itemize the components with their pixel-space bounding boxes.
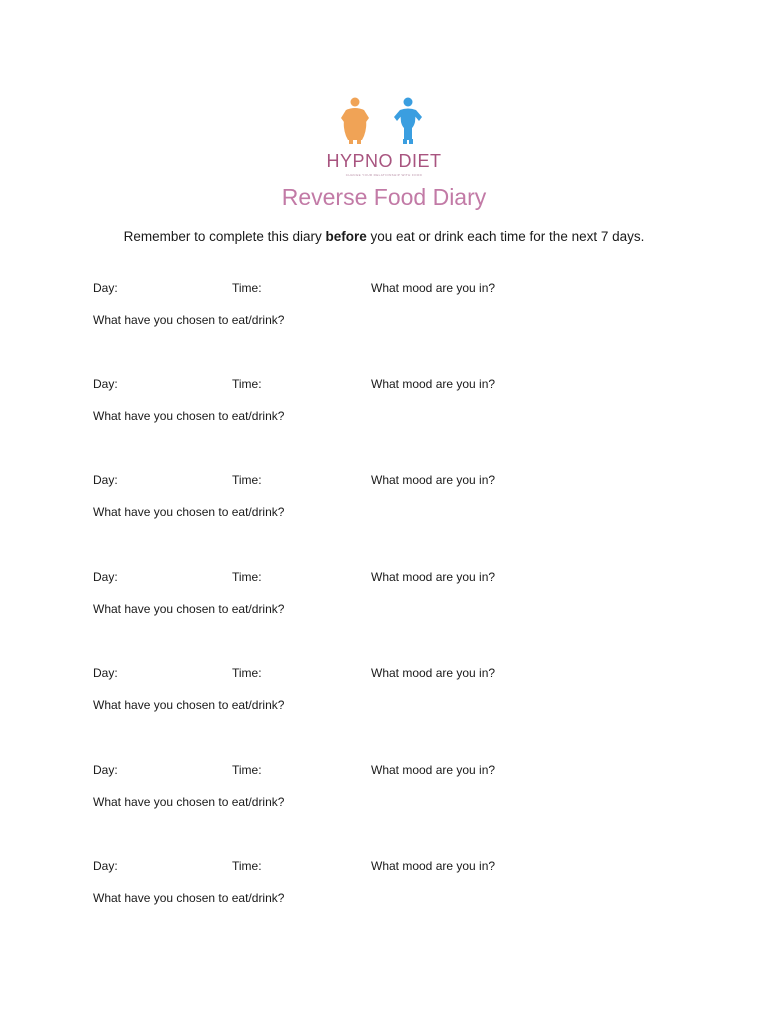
time-field-label: Time: [232, 763, 262, 777]
food-field-label: What have you chosen to eat/drink? [93, 602, 285, 616]
day-field-label: Day: [93, 763, 118, 777]
day-field-label: Day: [93, 281, 118, 295]
mood-field-label: What mood are you in? [371, 473, 496, 487]
diary-entry [93, 666, 693, 726]
day-field-label: Day: [93, 666, 118, 680]
mood-field-label: What mood are you in? [371, 570, 496, 584]
document-title: Reverse Food Diary [281, 184, 487, 210]
day-field-label: Day: [93, 377, 118, 391]
food-field-label: What have you chosen to eat/drink? [93, 891, 285, 905]
food-field-label: What have you chosen to eat/drink? [93, 409, 285, 423]
hypno-diet-logo [0, 96, 768, 178]
diary-entry [93, 859, 693, 919]
time-field-label: Time: [232, 859, 262, 873]
time-field-label: Time: [232, 473, 262, 487]
logo-figures [340, 96, 430, 146]
brand-name: HYPNO DIET [326, 151, 442, 171]
time-field-label: Time: [232, 666, 262, 680]
intro-text-bold: before [325, 229, 367, 244]
diary-entry [93, 473, 693, 533]
food-field-label: What have you chosen to eat/drink? [93, 698, 285, 712]
food-field-label: What have you chosen to eat/drink? [93, 313, 285, 327]
diary-entry [93, 570, 693, 630]
intro-text-start: Remember to complete this diary [123, 229, 326, 244]
day-field-label: Day: [93, 473, 118, 487]
mood-field-label: What mood are you in? [371, 281, 496, 295]
time-field-label: Time: [232, 281, 262, 295]
logo-figures-graphic [340, 96, 430, 146]
time-field-label: Time: [232, 377, 262, 391]
diary-entry [93, 377, 693, 437]
food-field-label: What have you chosen to eat/drink? [93, 795, 285, 809]
day-field-label: Day: [93, 570, 118, 584]
food-field-label: What have you chosen to eat/drink? [93, 505, 285, 519]
diary-entry [93, 763, 693, 823]
mood-field-label: What mood are you in? [371, 763, 496, 777]
mood-field-label: What mood are you in? [371, 666, 496, 680]
mood-field-label: What mood are you in? [371, 859, 496, 873]
diary-entry [93, 281, 693, 341]
time-field-label: Time: [232, 570, 262, 584]
intro-text-end: you eat or drink each time for the next 7 days. [366, 229, 645, 244]
brand-tagline: CHANGE YOUR RELATIONSHIP WITH FOOD [345, 173, 423, 177]
orange-figure-icon [341, 98, 369, 145]
day-field-label: Day: [93, 859, 118, 873]
blue-figure-icon [394, 98, 422, 145]
intro-instruction [0, 229, 768, 244]
mood-field-label: What mood are you in? [371, 377, 496, 391]
